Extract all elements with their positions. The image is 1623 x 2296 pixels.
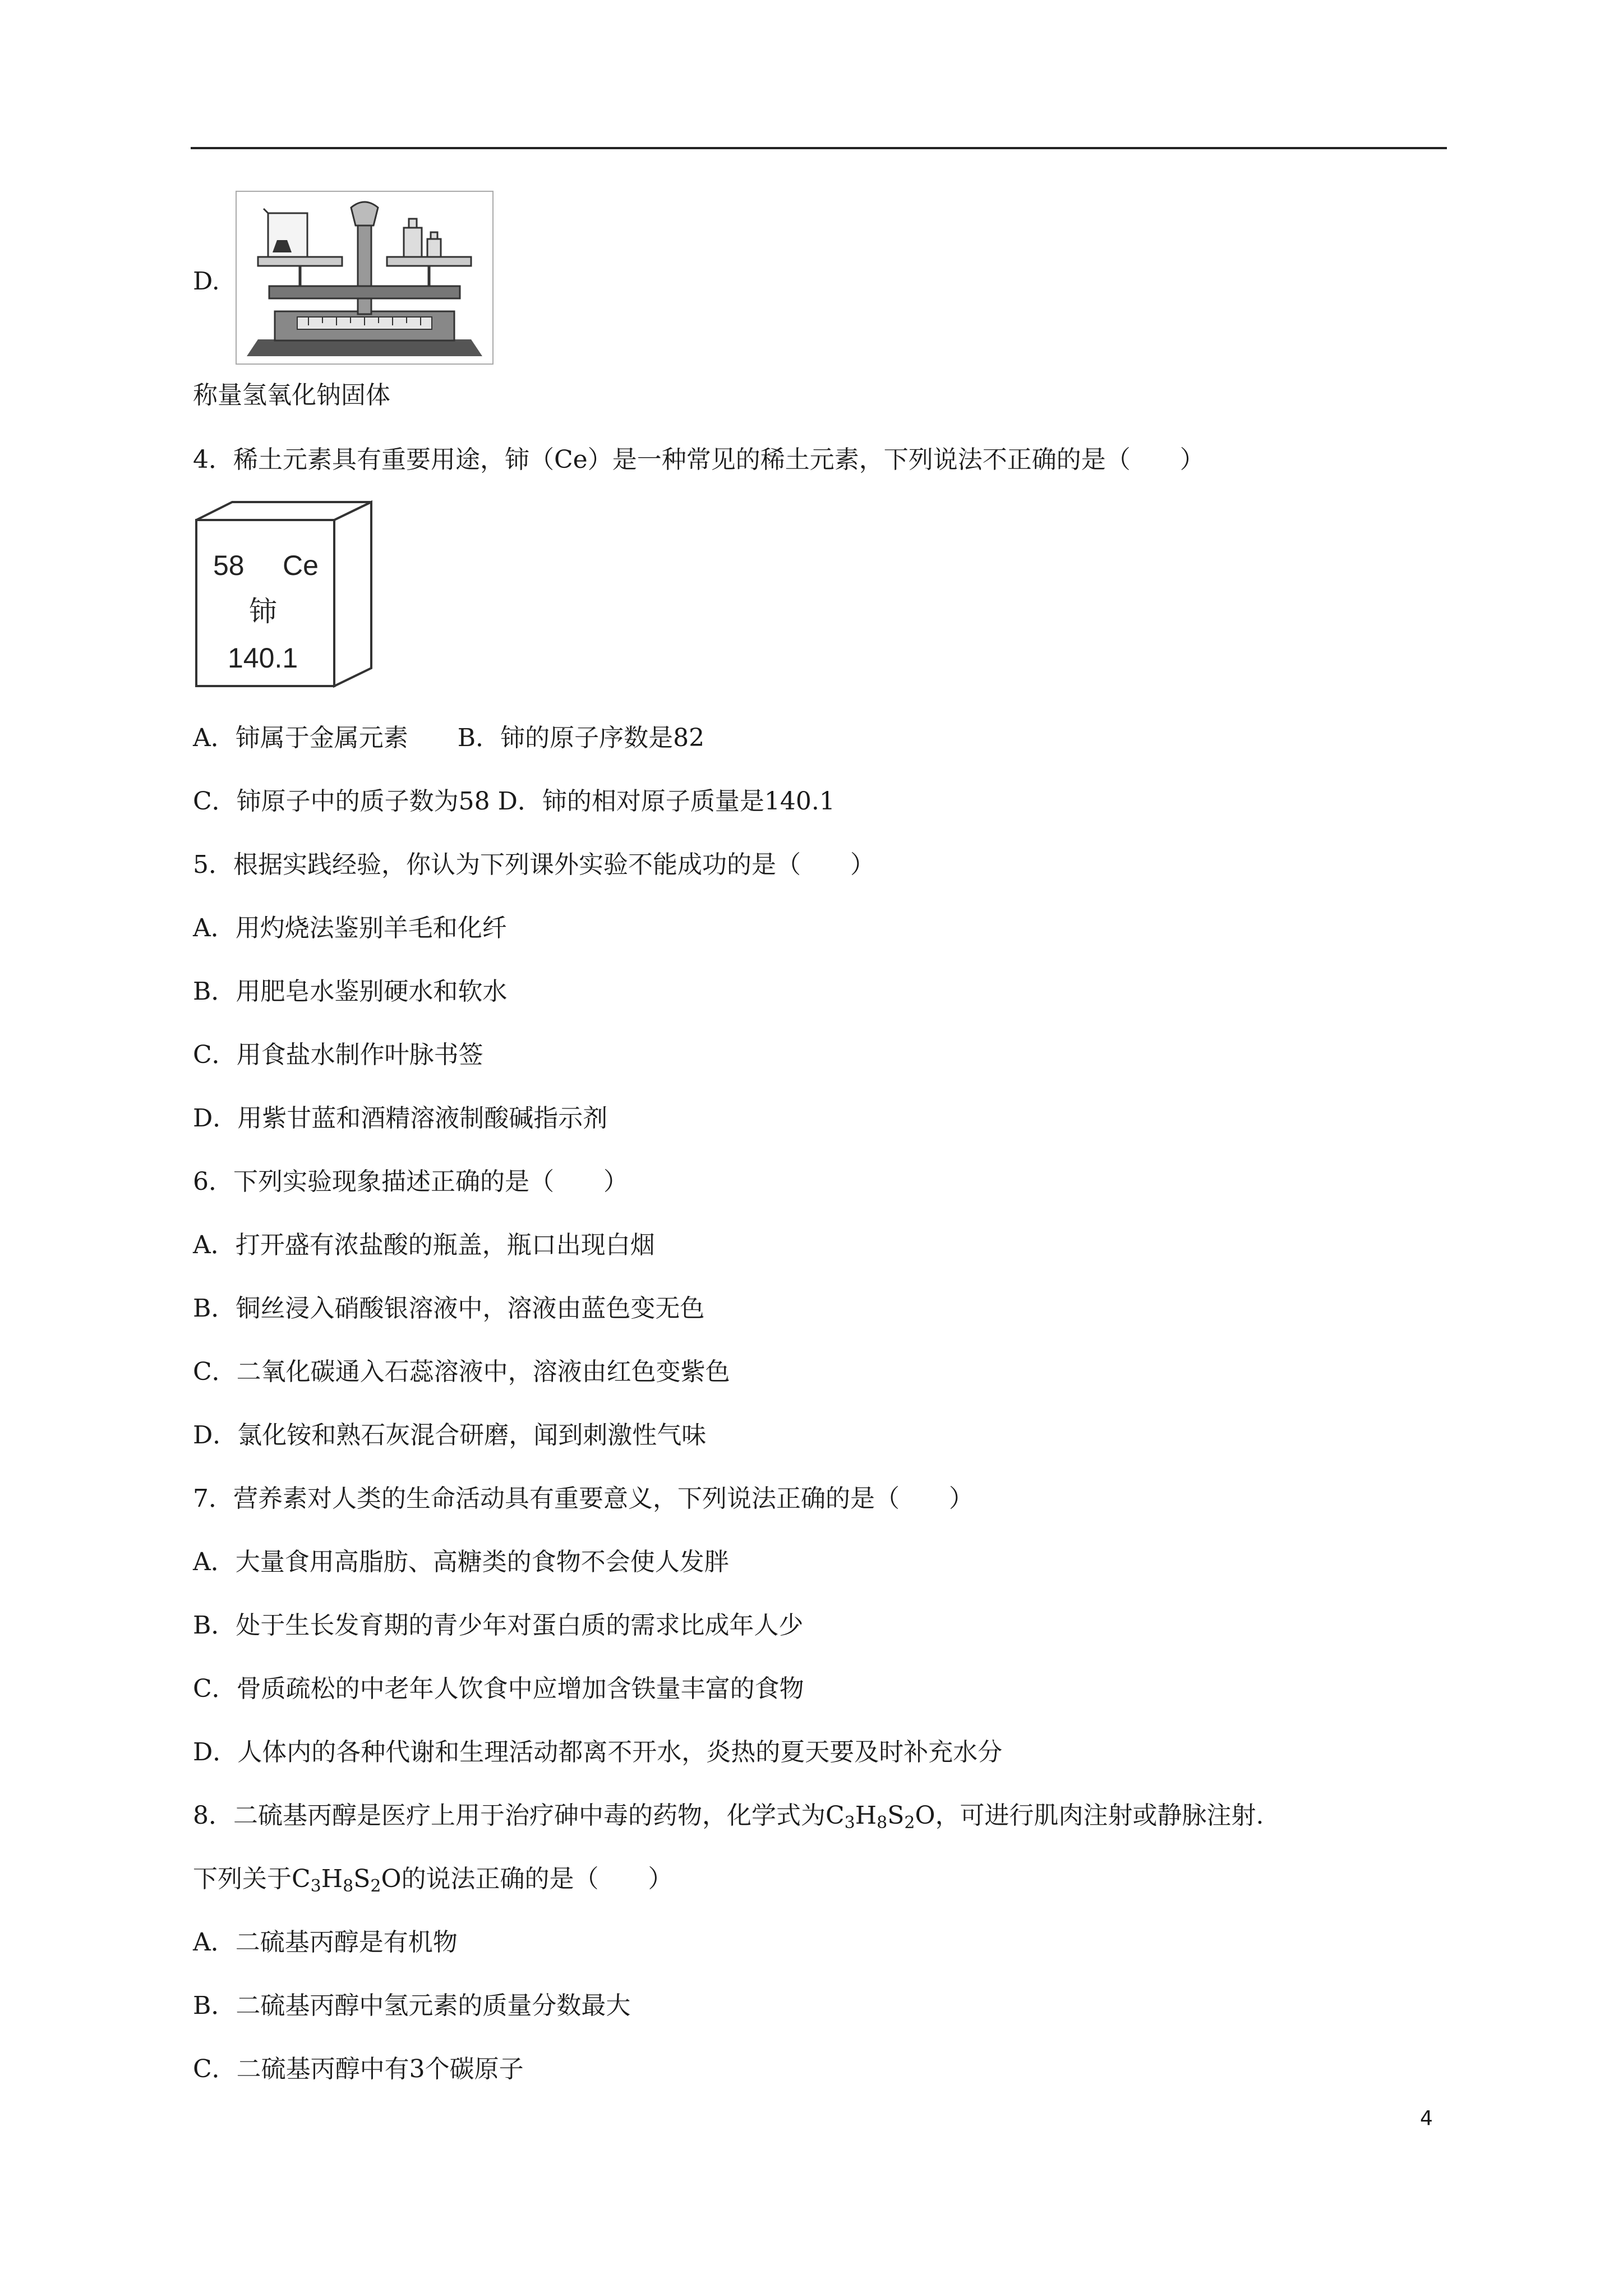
- q4-stem: 4．稀土元素具有重要用途，铈（Ce）是一种常见的稀土元素，下列说法不正确的是（ ）: [193, 445, 1205, 474]
- q5-option-c: C．用食盐水制作叶脉书签: [193, 1041, 483, 1069]
- element-name: 铈: [249, 595, 277, 628]
- page-number: 4: [1420, 2107, 1433, 2130]
- q7-option-a: A．大量食用高脂肪、高糖类的食物不会使人发胖: [193, 1548, 729, 1576]
- q5-stem: 5．根据实践经验，你认为下列课外实验不能成功的是（ ）: [193, 850, 875, 879]
- header-rule: [191, 147, 1447, 149]
- element-card-figure: [193, 496, 378, 693]
- q3-option-d-label: D.: [193, 267, 220, 296]
- q7-stem: 7．营养素对人类的生命活动具有重要意义，下列说法正确的是（ ）: [193, 1484, 974, 1513]
- q8-formula-2: $C_3H_8S_2O$: [292, 1865, 402, 1896]
- q4-options-line2: C．铈原子中的质子数为58 D．铈的相对原子质量是140.1: [193, 787, 835, 816]
- q6-option-a: A．打开盛有浓盐酸的瓶盖，瓶口出现白烟: [193, 1231, 655, 1259]
- q8-stem: 8．二硫基丙醇是医疗上用于治疗砷中毒的药物，化学式为$C_3H_8S_2O$，可进行肌肉注射或静脉注射.: [193, 1801, 1264, 1833]
- q7-option-d: D．人体内的各种代谢和生理活动都离不开水，炎热的夏天要及时补充水分: [193, 1738, 1003, 1766]
- q5-option-d: D．用紫甘蓝和酒精溶液制酸碱指示剂: [193, 1104, 608, 1133]
- q8-option-c: C．二硫基丙醇中有3个碳原子: [193, 2055, 524, 2083]
- element-mass: 140.1: [228, 642, 298, 674]
- q6-stem: 6．下列实验现象描述正确的是（ ）: [193, 1167, 628, 1196]
- element-atomic-number: 58: [213, 550, 245, 581]
- q8-formula: $C_3H_8S_2O$: [826, 1801, 935, 1833]
- q6-option-b: B．铜丝浸入硝酸银溶液中，溶液由蓝色变无色: [193, 1294, 705, 1323]
- q8-option-b: B．二硫基丙醇中氢元素的质量分数最大: [193, 1991, 631, 2020]
- q8-option-a: A．二硫基丙醇是有机物: [193, 1928, 458, 1957]
- q3-option-d-caption: 称量氢氧化钠固体: [193, 381, 390, 409]
- q6-option-d: D．氯化铵和熟石灰混合研磨，闻到刺激性气味: [193, 1421, 707, 1450]
- q5-option-a: A．用灼烧法鉴别羊毛和化纤: [193, 914, 507, 942]
- q4-options-line1: A．铈属于金属元素 B．铈的原子序数是82: [193, 724, 705, 752]
- q5-option-b: B．用肥皂水鉴别硬水和软水: [193, 977, 508, 1006]
- q6-option-c: C．二氧化碳通入石蕊溶液中，溶液由红色变紫色: [193, 1358, 730, 1386]
- balance-scale-figure: [236, 191, 494, 365]
- element-symbol: Ce: [283, 550, 319, 581]
- q8-stem-line2: 下列关于$C_3H_8S_2O$的说法正确的是（ ）: [193, 1865, 673, 1896]
- q7-option-b: B．处于生长发育期的青少年对蛋白质的需求比成年人少: [193, 1611, 804, 1640]
- q7-option-c: C．骨质疏松的中老年人饮食中应增加含铁量丰富的食物: [193, 1674, 804, 1703]
